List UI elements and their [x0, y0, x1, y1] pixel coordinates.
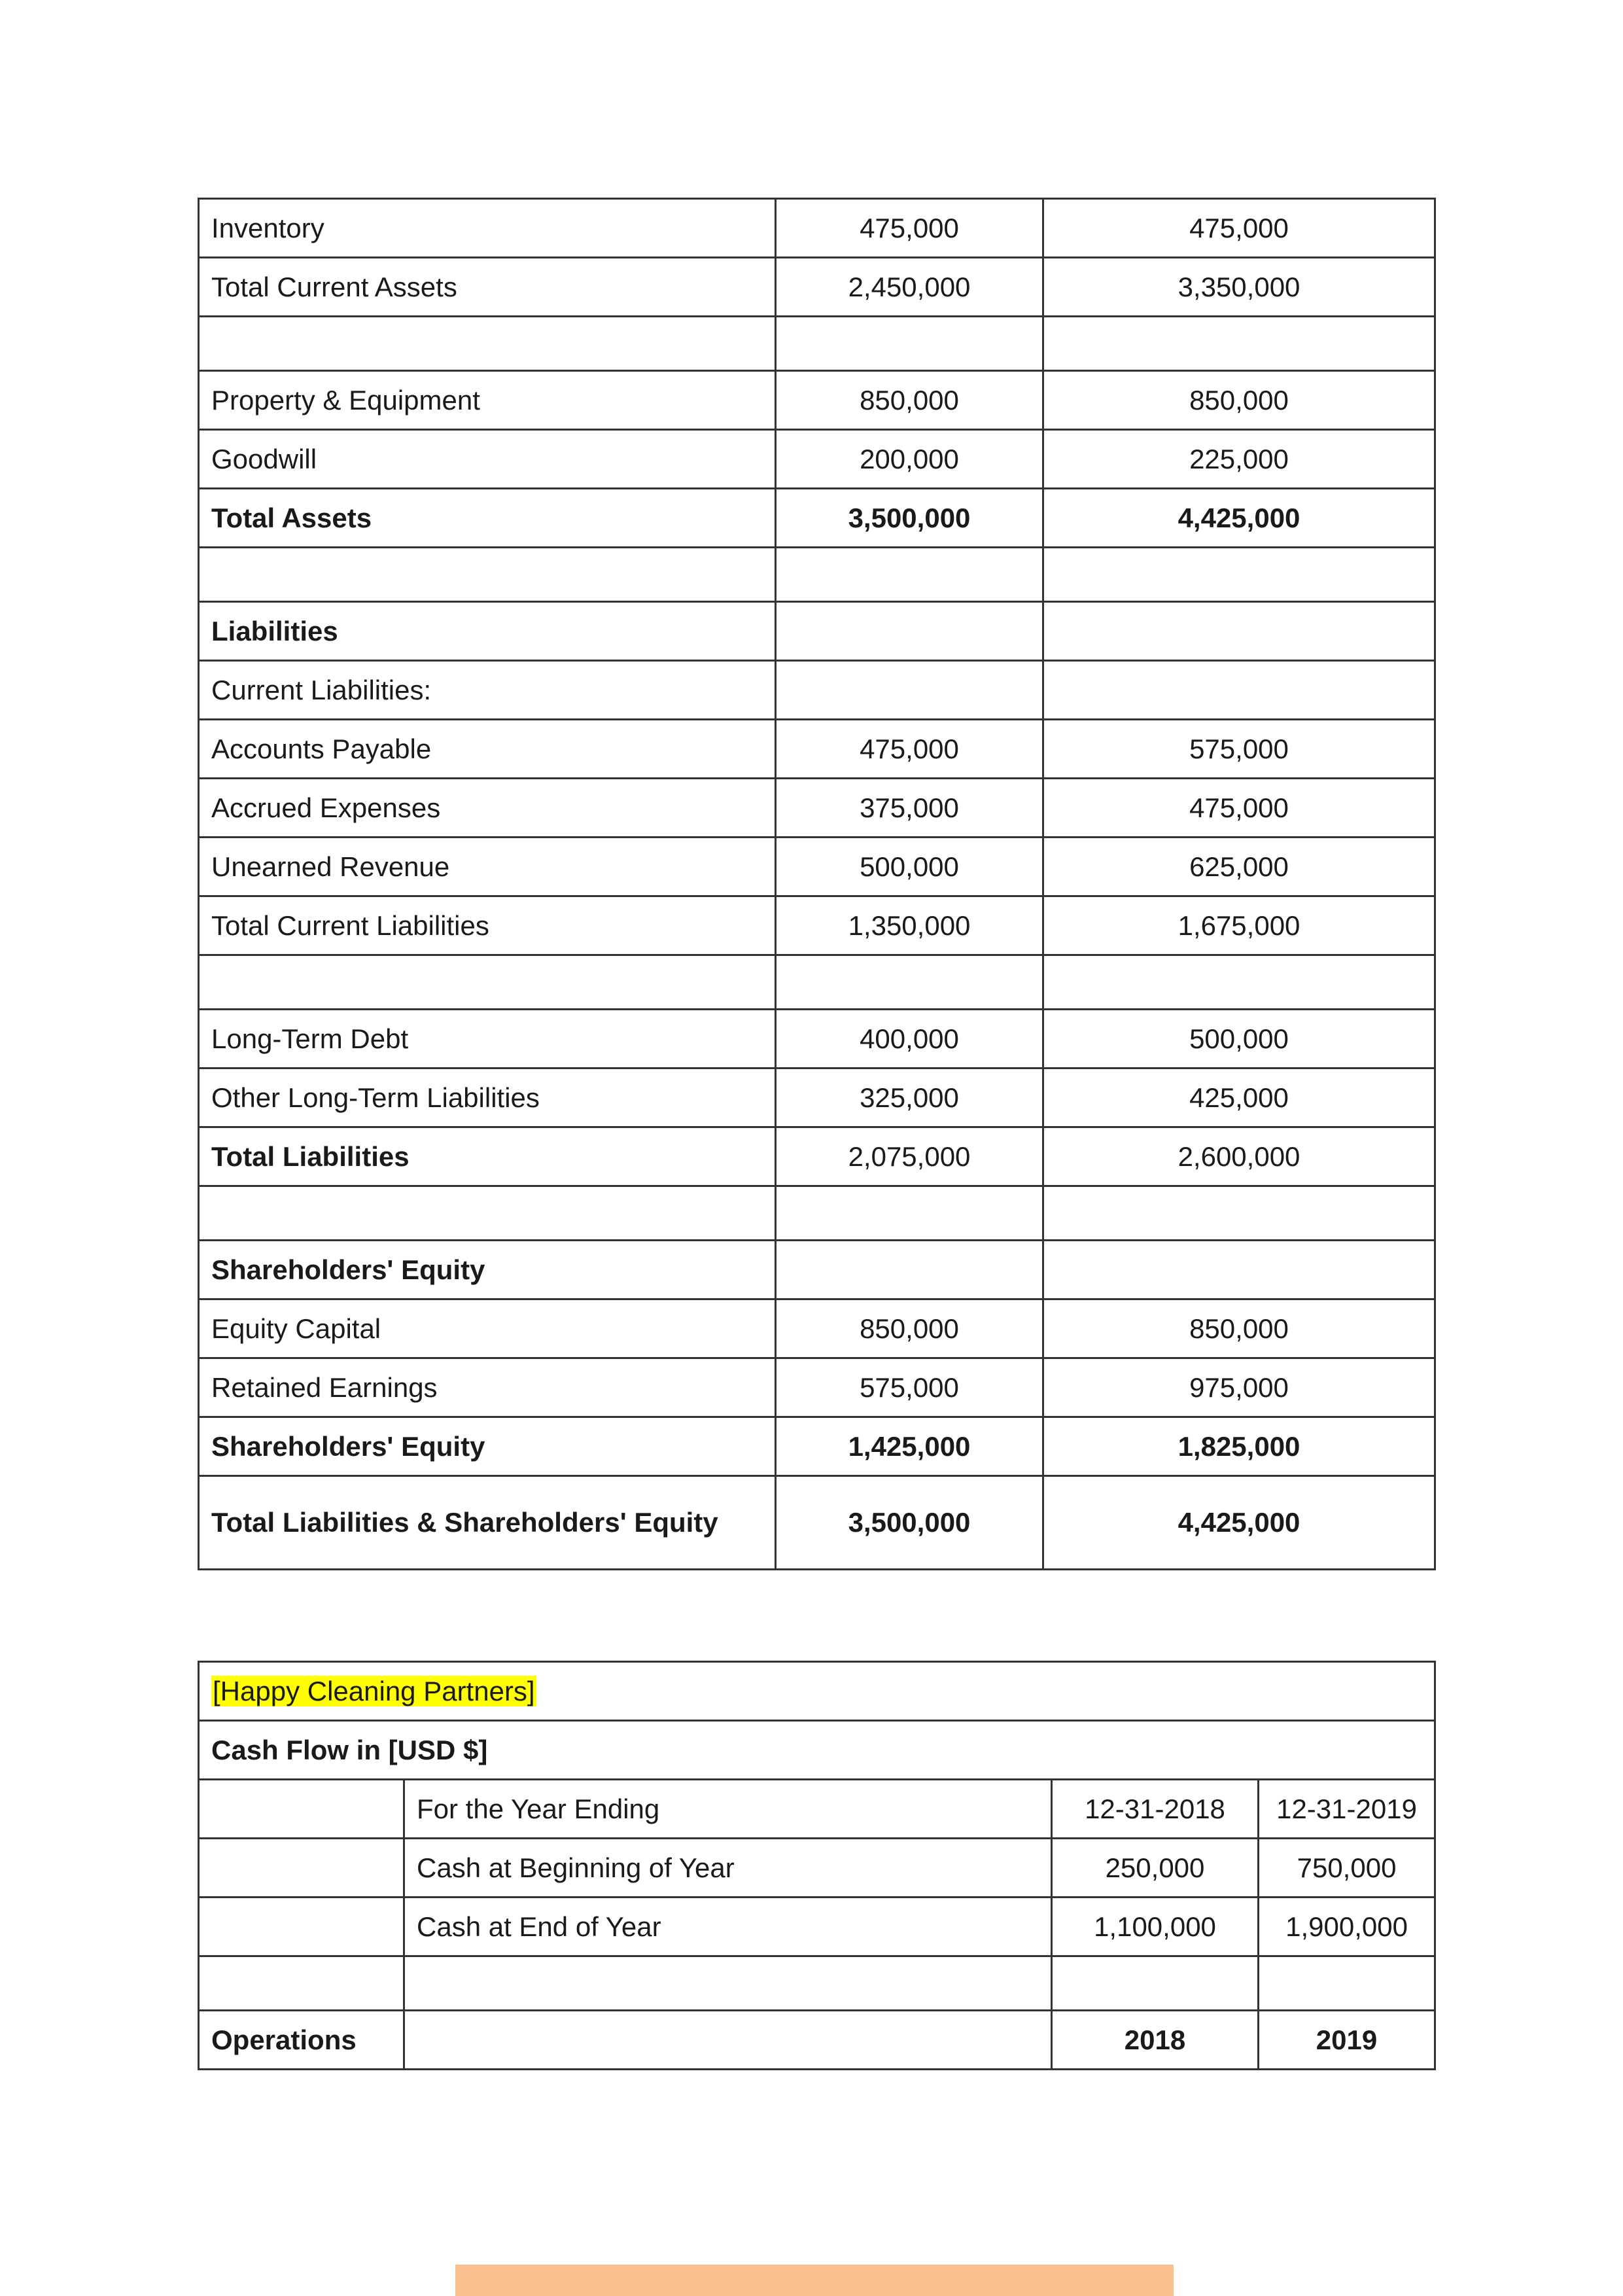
row-label: Total Liabilities [199, 1127, 776, 1186]
empty-cell [1259, 1956, 1435, 2011]
value-2019: 625,000 [1043, 838, 1435, 896]
value-2018: 475,000 [776, 720, 1043, 779]
value-2018 [776, 548, 1043, 602]
value-2018: 850,000 [776, 1299, 1043, 1358]
value-2019 [1043, 317, 1435, 371]
table-row-shareholders-equity-total [199, 1417, 1435, 1476]
row-label: Long-Term Debt [199, 1010, 776, 1069]
row-label [199, 1186, 776, 1241]
table-row-liabilities-heading [199, 602, 1435, 661]
value-2019 [1043, 955, 1435, 1010]
empty-cell [199, 1898, 404, 1956]
empty-cell [199, 1780, 404, 1839]
row-label: Total Current Liabilities [199, 896, 776, 955]
row-label: Accounts Payable [199, 720, 776, 779]
row-label: Property & Equipment [199, 371, 776, 430]
value-2019: 425,000 [1043, 1069, 1435, 1127]
row-label: Cash at Beginning of Year [404, 1839, 1052, 1898]
value-2018: 850,000 [776, 371, 1043, 430]
value-2018: 250,000 [1052, 1839, 1259, 1898]
table-row-equity-capital [199, 1299, 1435, 1358]
row-label: Total Liabilities & Shareholders' Equity [199, 1476, 776, 1570]
table-row-accounts-payable [199, 720, 1435, 779]
value-2018: 200,000 [776, 430, 1043, 489]
row-label [199, 317, 776, 371]
value-2018: 1,425,000 [776, 1417, 1043, 1476]
value-2019: 4,425,000 [1043, 489, 1435, 548]
table-row-blank [199, 1956, 1435, 2011]
row-label: For the Year Ending [404, 1780, 1052, 1839]
value-2019: 4,425,000 [1043, 1476, 1435, 1570]
value-2018: 500,000 [776, 838, 1043, 896]
row-label: Other Long-Term Liabilities [199, 1069, 776, 1127]
value-2018: 400,000 [776, 1010, 1043, 1069]
table-row-cash-end [199, 1898, 1435, 1956]
row-label: Retained Earnings [199, 1358, 776, 1417]
table-row-retained-earnings [199, 1358, 1435, 1417]
row-label: Goodwill [199, 430, 776, 489]
value-2019: 2,600,000 [1043, 1127, 1435, 1186]
row-label: Unearned Revenue [199, 838, 776, 896]
table-row-total-assets [199, 489, 1435, 548]
section-heading: Liabilities [199, 602, 776, 661]
table-row-accrued-expenses [199, 779, 1435, 838]
company-name-cell [199, 1662, 1435, 1721]
empty-cell [404, 2011, 1052, 2070]
table-row-equity-heading [199, 1241, 1435, 1299]
value-2019: 975,000 [1043, 1358, 1435, 1417]
row-label: Inventory [199, 199, 776, 258]
table-row-unearned-revenue [199, 838, 1435, 896]
table-row-blank [199, 1186, 1435, 1241]
value-2019: 225,000 [1043, 430, 1435, 489]
row-label: Total Current Assets [199, 258, 776, 317]
row-label: Equity Capital [199, 1299, 776, 1358]
table-row-blank [199, 317, 1435, 371]
table-row-current-liabilities-heading [199, 661, 1435, 720]
company-name: [Happy Cleaning Partners] [213, 1675, 535, 1706]
value-2019: 850,000 [1043, 371, 1435, 430]
date-2018: 12-31-2018 [1052, 1780, 1259, 1839]
value-2019: 1,825,000 [1043, 1417, 1435, 1476]
empty-cell [1052, 1956, 1259, 2011]
company-name-row [199, 1662, 1435, 1721]
table-row-cash-beginning [199, 1839, 1435, 1898]
row-label: Shareholders' Equity [199, 1417, 776, 1476]
value-2019: 500,000 [1043, 1010, 1435, 1069]
value-2018 [776, 602, 1043, 661]
value-2018 [776, 317, 1043, 371]
value-2018: 3,500,000 [776, 1476, 1043, 1570]
value-2019: 575,000 [1043, 720, 1435, 779]
value-2018 [776, 1241, 1043, 1299]
value-2019 [1043, 548, 1435, 602]
table-row-total-current-liabilities [199, 896, 1435, 955]
empty-cell [199, 1956, 404, 2011]
value-2019 [1043, 602, 1435, 661]
table-row-year-ending [199, 1780, 1435, 1839]
table-row-operations-header [199, 2011, 1435, 2070]
row-label: Cash at End of Year [404, 1898, 1052, 1956]
value-2019: 475,000 [1043, 779, 1435, 838]
section-heading: Shareholders' Equity [199, 1241, 776, 1299]
value-2019 [1043, 1186, 1435, 1241]
value-2019: 850,000 [1043, 1299, 1435, 1358]
value-2019: 750,000 [1259, 1839, 1435, 1898]
value-2018 [776, 955, 1043, 1010]
value-2018: 475,000 [776, 199, 1043, 258]
value-2019 [1043, 661, 1435, 720]
value-2018: 375,000 [776, 779, 1043, 838]
value-2018: 2,075,000 [776, 1127, 1043, 1186]
cash-flow-title: Cash Flow in [USD $] [199, 1721, 1435, 1780]
table-row-blank [199, 955, 1435, 1010]
value-2019: 1,675,000 [1043, 896, 1435, 955]
date-2019: 12-31-2019 [1259, 1780, 1435, 1839]
table-row-total-liabilities [199, 1127, 1435, 1186]
value-2018: 1,350,000 [776, 896, 1043, 955]
table-row-property-equipment [199, 371, 1435, 430]
cash-flow-title-row [199, 1721, 1435, 1780]
empty-cell [199, 1839, 404, 1898]
operations-label: Operations [199, 2011, 404, 2070]
row-label: Current Liabilities: [199, 661, 776, 720]
table-row-other-long-term-liabilities [199, 1069, 1435, 1127]
value-2019 [1043, 1241, 1435, 1299]
value-2018 [776, 661, 1043, 720]
value-2018: 2,450,000 [776, 258, 1043, 317]
value-2018: 3,500,000 [776, 489, 1043, 548]
row-label [199, 955, 776, 1010]
value-2018: 325,000 [776, 1069, 1043, 1127]
empty-cell [404, 1956, 1052, 2011]
value-2019: 475,000 [1043, 199, 1435, 258]
table-row-blank [199, 548, 1435, 602]
table-row-long-term-debt [199, 1010, 1435, 1069]
row-label [199, 548, 776, 602]
year-2019: 2019 [1259, 2011, 1435, 2070]
table-row-inventory [199, 199, 1435, 258]
table-row-total-liabilities-equity [199, 1476, 1435, 1570]
cash-flow-table [198, 1661, 1436, 2070]
year-2018: 2018 [1052, 2011, 1259, 2070]
value-2018 [776, 1186, 1043, 1241]
row-label: Total Assets [199, 489, 776, 548]
table-row-goodwill [199, 430, 1435, 489]
footer-bar [455, 2265, 1174, 2296]
table-row-total-current-assets [199, 258, 1435, 317]
row-label: Accrued Expenses [199, 779, 776, 838]
value-2018: 575,000 [776, 1358, 1043, 1417]
value-2018: 1,100,000 [1052, 1898, 1259, 1956]
balance-sheet-table [198, 198, 1436, 1570]
value-2019: 1,900,000 [1259, 1898, 1435, 1956]
value-2019: 3,350,000 [1043, 258, 1435, 317]
